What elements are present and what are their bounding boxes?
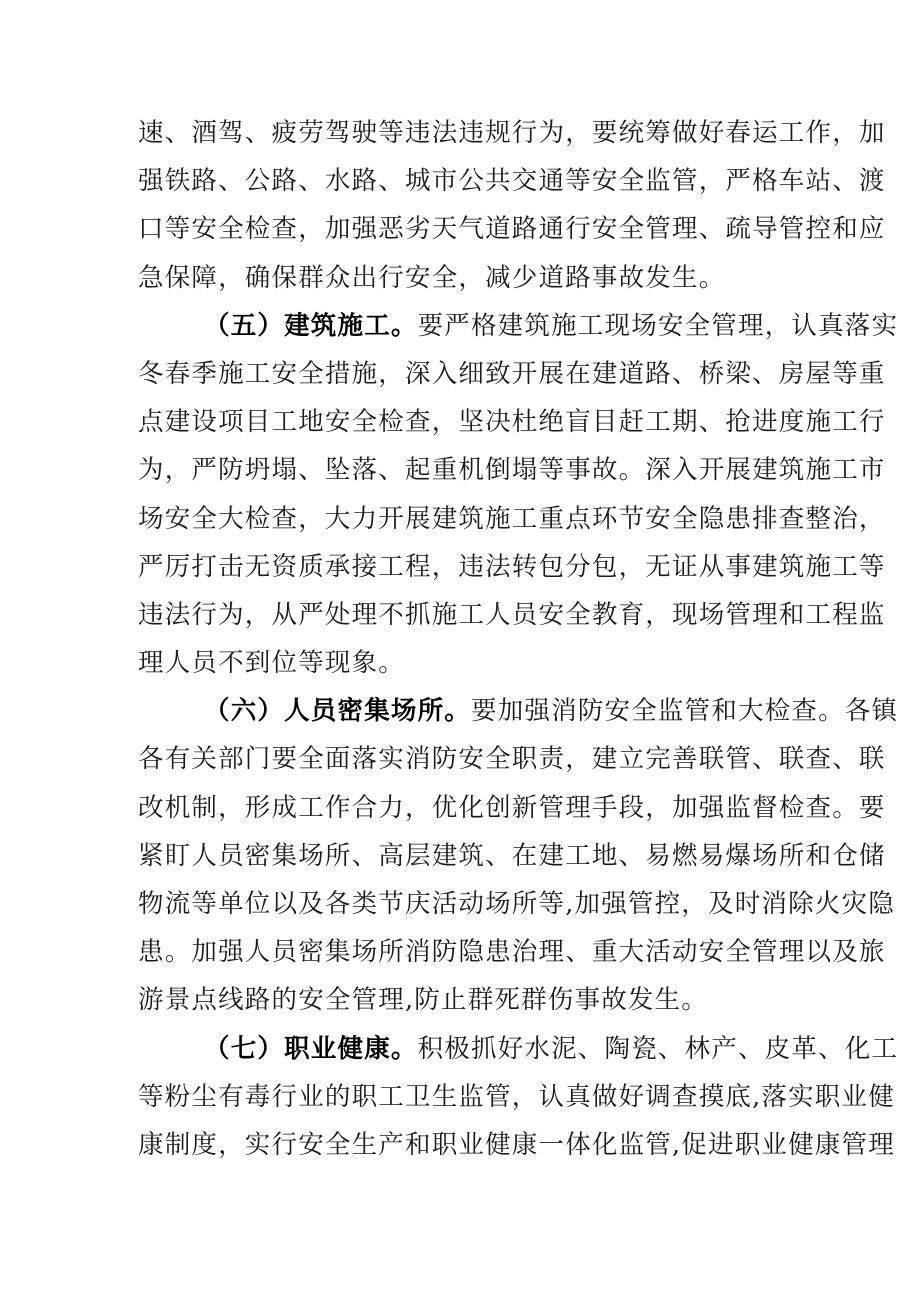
section-five-lead-text: 要严格建筑施工现场安全管理，认真落实 [417,310,899,341]
text-line: 严厉打击无资质承接工程，违法转包分包，无证从事建筑施工等 [138,551,886,582]
text-line: 康制度，实行安全生产和职业健康一体化监管,促进职业健康管理 [138,1129,895,1160]
text-line: 速、酒驾、疲劳驾驶等违法违规行为，要统筹做好春运工作，加 [138,118,886,148]
text-line: 点建设项目工地安全检查，坚决杜绝盲目赶工期、抢进度施工行 [138,407,886,438]
section-six-first-line [138,687,899,735]
text-line: 各有关部门要全面落实消防安全职责，建立完善联管、联查、联 [138,744,886,775]
text-line: 口等安全检查，加强恶劣天气道路通行安全管理、疏导管控和应 [138,214,886,245]
text-line: 患。加强人员密集场所消防隐患治理、重大活动安全管理以及旅 [138,937,886,968]
section-six-heading: （六）人员密集场所。 [204,696,472,727]
text-line: 游景点线路的安全管理,防止群死群伤事故发生。 [138,985,709,1016]
section-seven-lead-text: 积极抓好水泥、陶瓷、林产、皮革、化工 [417,1033,899,1064]
text-line: 物流等单位以及各类节庆活动场所等,加强管控，及时消除火灾隐 [138,889,895,919]
section-seven-first-line [138,1025,899,1073]
section-six-lead-text: 要加强消防安全监管和大检查。各镇 [471,696,899,727]
text-line: 违法行为，从严处理不抓施工人员安全教育，现场管理和工程监 [138,599,886,630]
section-five-first-line [138,302,899,350]
text-line: 改机制，形成工作合力，优化创新管理手段，加强监督检查。要 [138,792,886,823]
text-line: 场安全大检查，大力开展建筑施工重点环节安全隐患排查整治， [138,503,886,534]
text-line: 强铁路、公路、水路、城市公共交通等安全监管，严格车站、渡 [138,166,886,197]
text-line: 紧盯人员密集场所、高层建筑、在建工地、易燃易爆场所和仓储 [138,840,886,871]
text-line: 冬春季施工安全措施，深入细致开展在建道路、桥梁、房屋等重 [138,358,886,389]
section-five-heading: （五）建筑施工。 [204,310,418,341]
section-seven-heading: （七）职业健康。 [204,1033,418,1064]
text-line: 急保障，确保群众出行安全，减少道路事故发生。 [138,262,726,293]
text-line: 等粉尘有毒行业的职工卫生监管，认真做好调查摸底,落实职业健 [138,1081,895,1112]
document-body [138,109,899,1169]
text-line: 为，严防坍塌、坠落、起重机倒塌等事故。深入开展建筑施工市 [138,455,886,486]
text-line: 理人员不到位等现象。 [138,648,406,679]
